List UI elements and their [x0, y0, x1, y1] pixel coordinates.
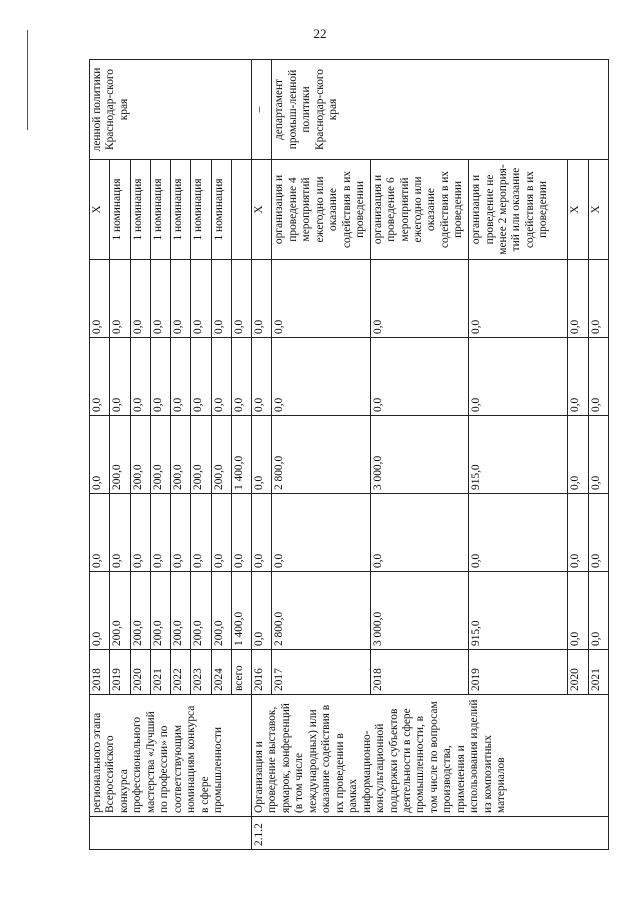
year-cell: 2018 [370, 650, 468, 695]
result-cell: организация и проведение 6 мероприятий ежегодно или оказание содействия в их проведении [370, 160, 468, 260]
local-cell: 0,0 [171, 338, 191, 416]
regional-cell: 200,0 [130, 416, 150, 494]
result-cell: организация и проведение не менее 2 мероприя-тий или оказание содействия в их проведении [469, 160, 568, 260]
federal-cell: 0,0 [191, 494, 211, 572]
page-number: 22 [313, 26, 327, 41]
local-cell: 0,0 [469, 338, 568, 416]
local-cell: 0,0 [191, 338, 211, 416]
regional-cell: 3 000,0 [370, 416, 468, 494]
total-cell: 0,0 [568, 572, 588, 650]
federal-cell: 0,0 [171, 494, 191, 572]
total-cell: 200,0 [191, 572, 211, 650]
regional-cell: 1 400,0 [231, 416, 251, 494]
federal-cell: 0,0 [272, 494, 370, 572]
total-cell: 200,0 [171, 572, 191, 650]
result-cell: 1 номинация [150, 160, 170, 260]
result-cell: X [568, 160, 588, 260]
extra-cell: 0,0 [90, 260, 110, 338]
total-cell: 0,0 [90, 572, 110, 650]
local-cell: 0,0 [211, 338, 231, 416]
federal-cell: 0,0 [110, 494, 130, 572]
extra-cell: 0,0 [130, 260, 150, 338]
regional-cell: 0,0 [90, 416, 110, 494]
regional-cell: 915,0 [469, 416, 568, 494]
local-cell: 0,0 [110, 338, 130, 416]
result-cell: 1 номинация [171, 160, 191, 260]
extra-cell: 0,0 [469, 260, 568, 338]
responsible-cell: департамент промыш-ленной политики Краснодар-ского края [272, 60, 609, 160]
year-cell: 2019 [110, 650, 130, 695]
regional-cell: 0,0 [588, 416, 608, 494]
extra-cell: 0,0 [150, 260, 170, 338]
result-cell [231, 160, 251, 260]
status-cell: – [252, 60, 272, 160]
total-cell: 0,0 [588, 572, 608, 650]
total-cell: 0,0 [252, 572, 272, 650]
result-cell: 1 номинация [211, 160, 231, 260]
extra-cell: 0,0 [370, 260, 468, 338]
extra-cell: 0,0 [568, 260, 588, 338]
federal-cell: 0,0 [469, 494, 568, 572]
regional-cell: 200,0 [191, 416, 211, 494]
local-cell: 0,0 [568, 338, 588, 416]
federal-cell: 0,0 [150, 494, 170, 572]
result-cell: 1 номинация [191, 160, 211, 260]
local-cell: 0,0 [231, 338, 251, 416]
total-cell: 200,0 [130, 572, 150, 650]
extra-cell: 0,0 [231, 260, 251, 338]
regional-cell: 200,0 [211, 416, 231, 494]
year-cell: 2021 [150, 650, 170, 695]
item-name-cont: регионального этапа Всероссийского конкурса профессионального мастерства «Лучший по профессии» по соответствующим номинациям конкурса в сфере промышленности [90, 695, 252, 817]
extra-cell: 0,0 [588, 260, 608, 338]
year-cell: 2020 [130, 650, 150, 695]
responsible-cell-cont: ленной политики Краснодар-ского края [90, 60, 252, 160]
extra-cell: 0,0 [272, 260, 370, 338]
year-cell: 2023 [191, 650, 211, 695]
year-cell: 2020 [568, 650, 588, 695]
regional-cell: 0,0 [252, 416, 272, 494]
federal-cell: 0,0 [231, 494, 251, 572]
year-cell: 2022 [171, 650, 191, 695]
total-cell: 2 800,0 [272, 572, 370, 650]
result-cell: 1 номинация [130, 160, 150, 260]
federal-cell: 0,0 [211, 494, 231, 572]
local-cell: 0,0 [130, 338, 150, 416]
federal-cell: 0,0 [252, 494, 272, 572]
total-cell: 3 000,0 [370, 572, 468, 650]
federal-cell: 0,0 [588, 494, 608, 572]
total-cell: 200,0 [110, 572, 130, 650]
local-cell: 0,0 [150, 338, 170, 416]
total-cell: 200,0 [150, 572, 170, 650]
result-cell: X [252, 160, 272, 260]
total-cell: 200,0 [211, 572, 231, 650]
rotated-table-container [89, 60, 609, 850]
item-number-cell: 2.1.2 [252, 817, 609, 850]
total-cell: 915,0 [469, 572, 568, 650]
result-cell: 1 номинация [110, 160, 130, 260]
year-cell: 2019 [469, 650, 568, 695]
local-cell: 0,0 [252, 338, 272, 416]
local-cell: 0,0 [370, 338, 468, 416]
table-row [252, 60, 272, 850]
local-cell: 0,0 [272, 338, 370, 416]
federal-cell: 0,0 [370, 494, 468, 572]
item-number-cell-cont [90, 817, 252, 850]
total-cell: 1 400,0 [231, 572, 251, 650]
year-cell: 2016 [252, 650, 272, 695]
program-table [89, 59, 609, 850]
regional-cell: 200,0 [150, 416, 170, 494]
result-cell: X [588, 160, 608, 260]
federal-cell: 0,0 [568, 494, 588, 572]
regional-cell: 200,0 [110, 416, 130, 494]
regional-cell: 200,0 [171, 416, 191, 494]
year-cell: 2017 [272, 650, 370, 695]
extra-cell: 0,0 [191, 260, 211, 338]
year-cell: 2024 [211, 650, 231, 695]
regional-cell: 0,0 [568, 416, 588, 494]
binding-line [27, 30, 28, 130]
regional-cell: 2 800,0 [272, 416, 370, 494]
year-cell: 2021 [588, 650, 608, 695]
result-cell: организация и проведение 4 мероприятий ежегодно или оказание содействия в их проведении [272, 160, 370, 260]
federal-cell: 0,0 [90, 494, 110, 572]
federal-cell: 0,0 [130, 494, 150, 572]
item-name: Организация и проведение выставок, ярмарок, конференций (в том числе международных) или оказание содействия в их проведении в рамках информационно-консультационной поддержки субъектов деятельности в сфере промышленности, в том числе по вопросам производства, применения и использования изделий из композитных материалов [252, 695, 609, 817]
year-cell: всего [231, 650, 251, 695]
year-cell: 2018 [90, 650, 110, 695]
extra-cell: 0,0 [252, 260, 272, 338]
extra-cell: 0,0 [211, 260, 231, 338]
local-cell: 0,0 [588, 338, 608, 416]
result-cell: X [90, 160, 110, 260]
extra-cell: 0,0 [110, 260, 130, 338]
table-row [90, 60, 110, 850]
local-cell: 0,0 [90, 338, 110, 416]
extra-cell: 0,0 [171, 260, 191, 338]
